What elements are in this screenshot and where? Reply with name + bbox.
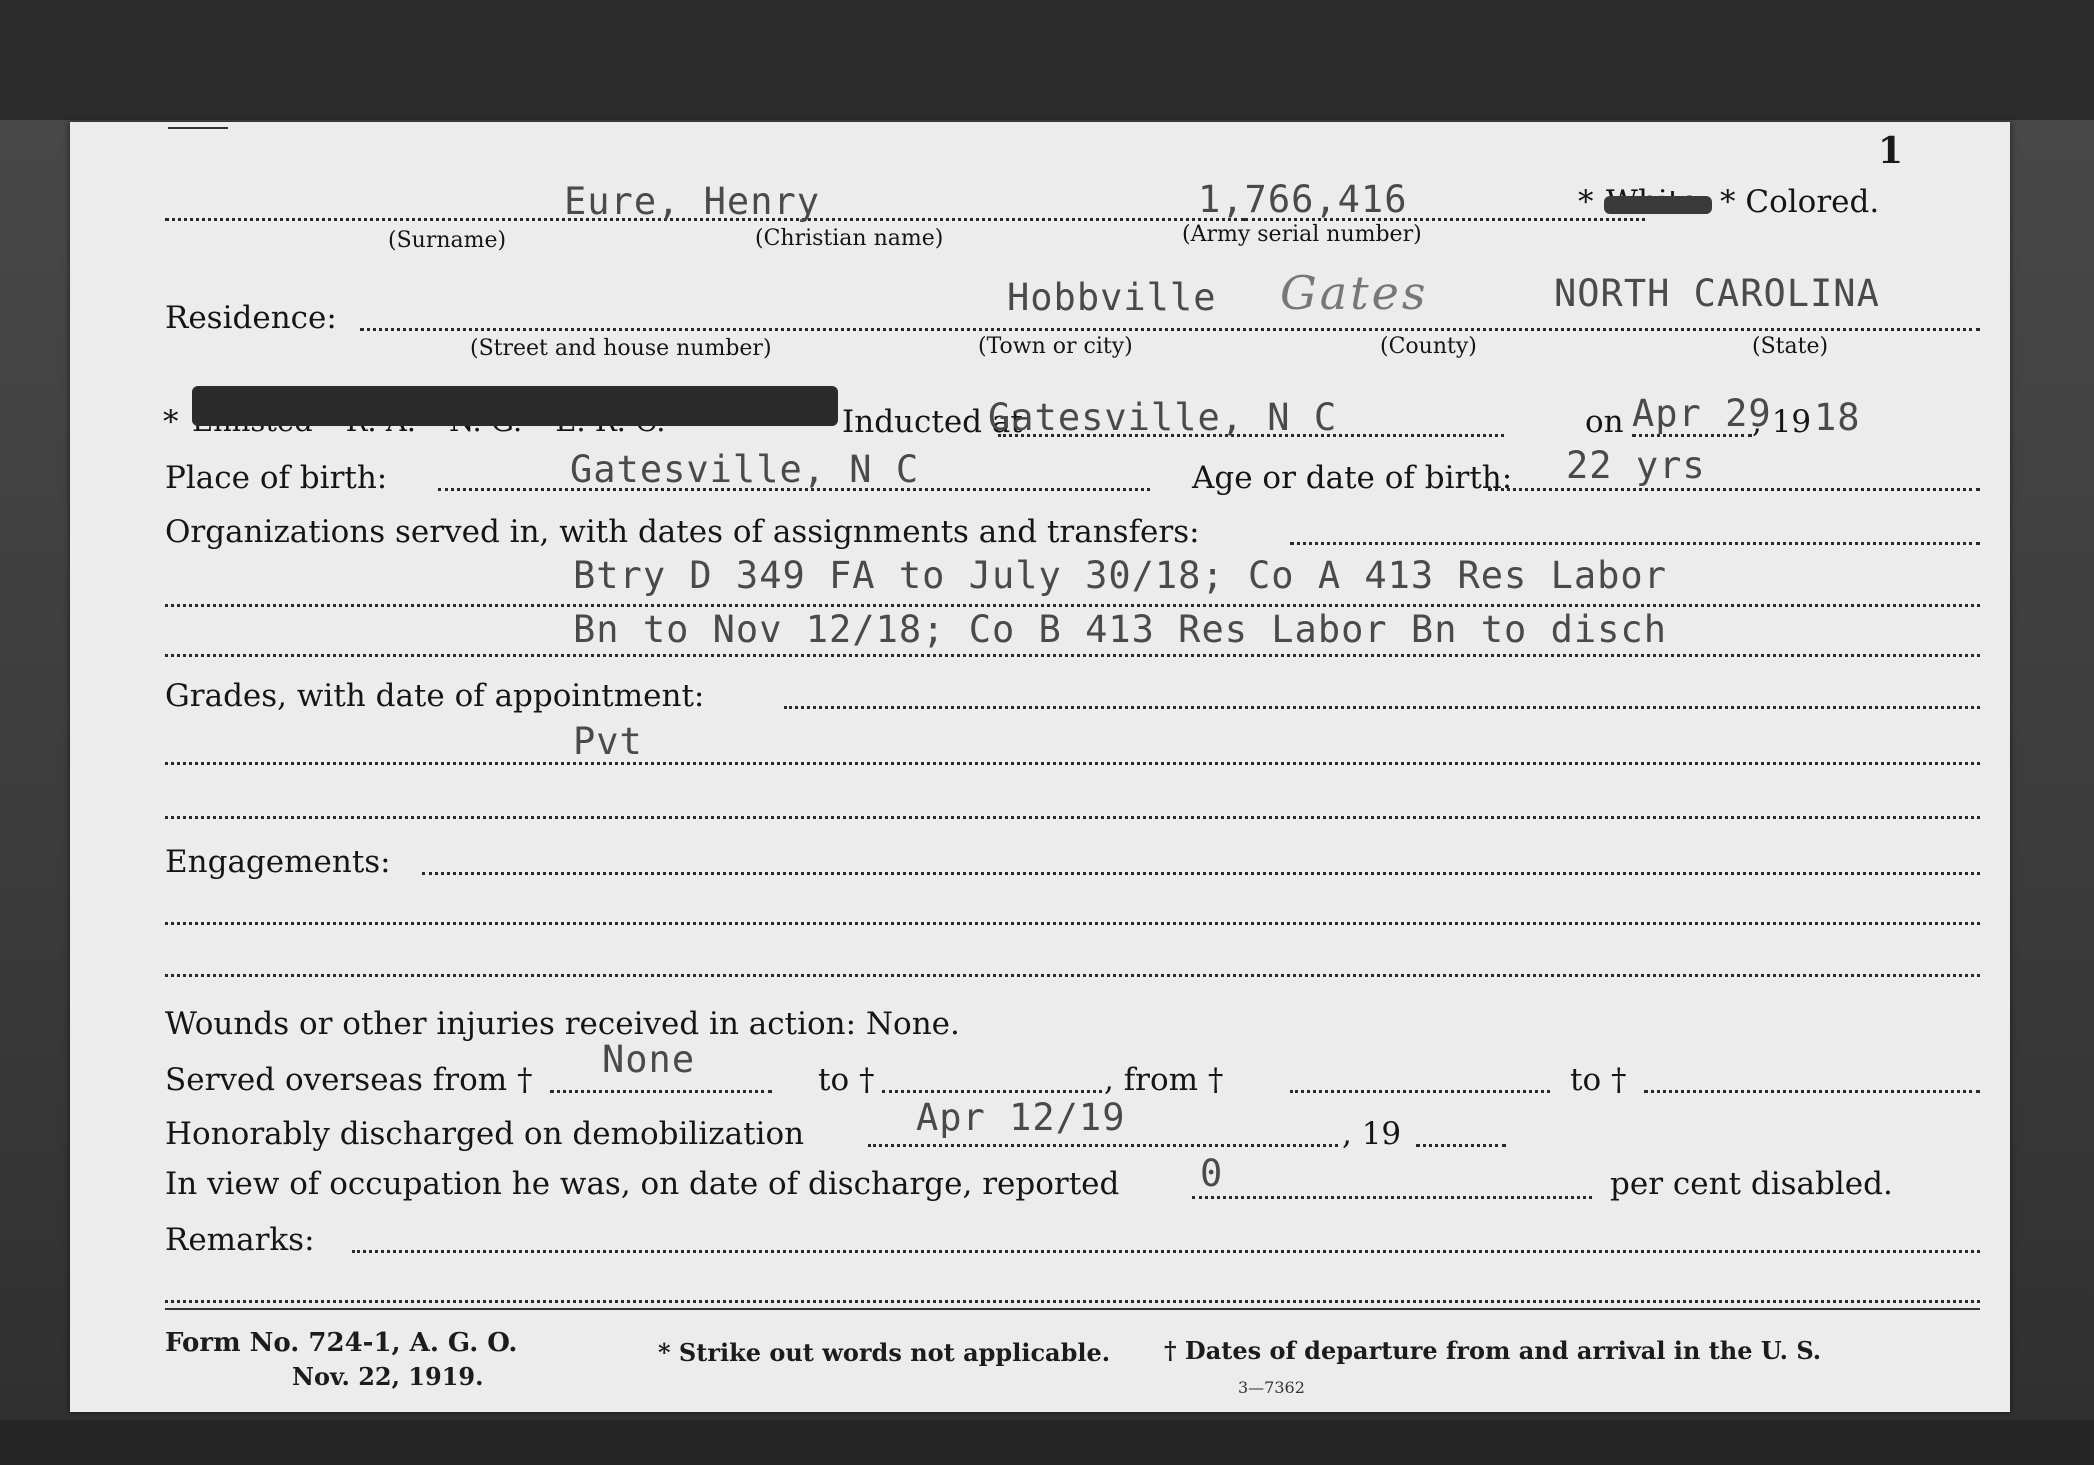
strike-out-note: * Strike out words not applicable. [658,1338,1111,1367]
print-code: 3—7362 [1238,1378,1305,1397]
engagements-line-2 [165,974,1980,977]
overseas-to-line [882,1090,1102,1093]
age-value: 22 yrs [1566,444,1706,487]
inducted-year: 18 [1814,396,1861,439]
residence-town: Hobbville [1007,276,1217,319]
footer-rule [165,1308,1980,1310]
scan-bottom-border [0,1420,2094,1465]
top-left-rule [168,127,228,129]
surname-christian-name: Eure, Henry [564,180,821,223]
enlisted-star: * [163,404,179,440]
disability-suffix: per cent disabled. [1610,1166,1893,1202]
disability-label: In view of occupation he was, on date of discharge, reported [165,1166,1120,1202]
residence-label: Residence: [165,300,337,336]
discharge-year-line [1416,1144,1506,1147]
discharge-date-line [868,1144,1338,1147]
caption-surname: (Surname) [388,228,507,253]
organizations-entry-1: Btry D 349 FA to July 30/18; Co A 413 Res Labor [573,554,1667,597]
discharge-year-prefix: , 19 [1342,1116,1402,1152]
form-date: Nov. 22, 1919. [292,1362,484,1391]
overseas-from2-line [1290,1090,1550,1093]
discharge-date: Apr 12/19 [916,1096,1126,1139]
wounds-label: Wounds or other injuries received in action: None. [165,1006,960,1042]
enlisted-options-strikeout [192,386,838,426]
race-star: * [1578,184,1594,220]
engagements-label: Engagements: [165,844,391,880]
inducted-year-prefix: , 19 [1752,404,1812,440]
remarks-line-1 [165,1300,1980,1303]
overseas-value: None [602,1038,696,1081]
inducted-place: Gatesville, N C [988,396,1338,439]
age-line [1488,488,1980,491]
form-number: Form No. 724-1, A. G. O. [165,1328,518,1358]
overseas-to-label: to † [818,1062,875,1098]
grades-line-0 [784,706,1980,709]
residence-line [360,328,1980,331]
organizations-line-0 [1290,542,1980,545]
organizations-entry-2: Bn to Nov 12/18; Co B 413 Res Labor Bn to disch [573,608,1667,651]
inducted-date: Apr 29 [1632,392,1772,435]
card-number: 1 [1878,130,1904,172]
inducted-label: Inducted at [842,404,1023,440]
caption-town: (Town or city) [978,334,1133,359]
race-white-strikeout [1604,196,1712,214]
overseas-to2-line [1644,1090,1980,1093]
disability-value: 0 [1200,1152,1224,1195]
grades-line-2 [165,816,1980,819]
remarks-line-0 [352,1250,1980,1253]
caption-street: (Street and house number) [470,336,772,361]
grades-label: Grades, with date of appointment: [165,678,705,714]
place-of-birth: Gatesville, N C [570,448,920,491]
engagements-line-0 [422,872,1980,875]
grade-value: Pvt [573,720,643,763]
caption-state: (State) [1752,334,1829,359]
age-label: Age or date of birth: [1192,460,1513,496]
place-of-birth-label: Place of birth: [165,460,388,496]
service-record-card [70,122,2010,1412]
discharge-label: Honorably discharged on demobilization [165,1116,805,1152]
overseas-from-line [550,1090,772,1093]
organizations-line-2 [165,654,1980,657]
disability-line [1192,1196,1592,1199]
remarks-label: Remarks: [165,1222,315,1258]
organizations-label: Organizations served in, with dates of assignments and transfers: [165,514,1200,550]
overseas-label: Served overseas from † [165,1062,533,1098]
scan-top-border [0,0,2094,120]
residence-county-handwritten: Gates [1280,266,1429,320]
inducted-on-label: on [1585,404,1624,440]
organizations-line-1 [165,604,1980,607]
engagements-line-1 [165,922,1980,925]
grades-line-1 [165,762,1980,765]
residence-state: NORTH CAROLINA [1554,272,1880,315]
overseas-from2-label: , from † [1104,1062,1224,1098]
caption-serial-number: (Army serial number) [1182,222,1422,247]
race-colored: * Colored. [1720,184,1880,220]
caption-county: (County) [1380,334,1477,359]
army-serial-number: 1,766,416 [1198,178,1408,221]
dates-note: † Dates of departure from and arrival in the U. S. [1164,1336,1822,1365]
caption-christian-name: (Christian name) [755,226,944,251]
overseas-to2-label: to † [1570,1062,1627,1098]
